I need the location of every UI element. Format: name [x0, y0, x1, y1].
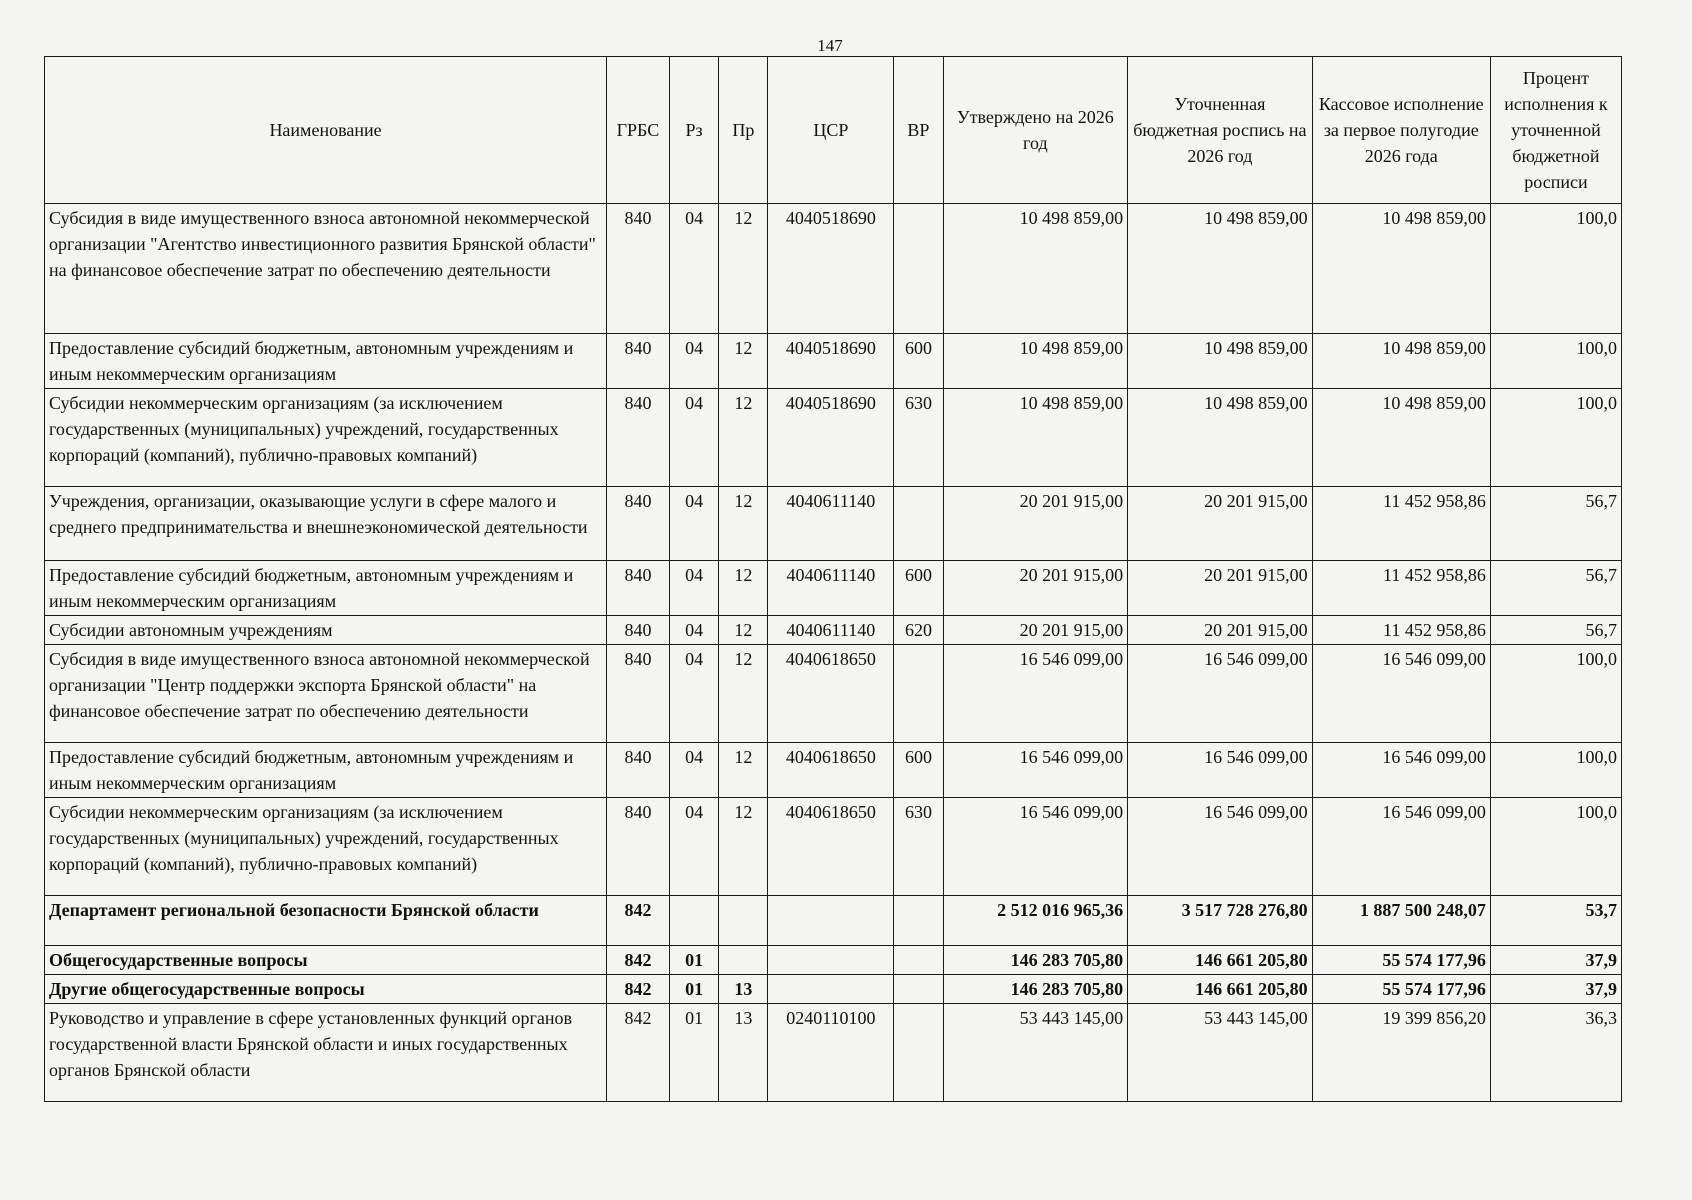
header-rz: Рз	[669, 57, 718, 204]
row-percent: 100,0	[1490, 743, 1621, 798]
row-cash: 10 498 859,00	[1312, 334, 1490, 389]
row-vr	[894, 204, 943, 334]
row-rz: 04	[669, 561, 718, 616]
row-pr	[719, 946, 768, 975]
table-row	[45, 946, 1622, 975]
header-name: Наименование	[45, 57, 607, 204]
row-csr: 4040611140	[768, 616, 894, 645]
row-grbs: 842	[607, 1004, 670, 1102]
row-vr: 600	[894, 743, 943, 798]
table-row	[45, 798, 1622, 896]
row-pr: 12	[719, 389, 768, 487]
row-grbs: 840	[607, 798, 670, 896]
row-vr	[894, 645, 943, 743]
row-approved: 146 283 705,80	[943, 975, 1128, 1004]
row-csr: 4040618650	[768, 645, 894, 743]
header-percent: Процент исполнения к уточненной бюджетной росписи	[1490, 57, 1621, 204]
row-csr	[768, 946, 894, 975]
row-csr: 4040518690	[768, 389, 894, 487]
row-refined: 16 546 099,00	[1128, 645, 1313, 743]
row-csr: 4040611140	[768, 487, 894, 561]
row-pr: 12	[719, 334, 768, 389]
row-csr: 4040618650	[768, 743, 894, 798]
row-grbs: 840	[607, 743, 670, 798]
row-csr: 0240110100	[768, 1004, 894, 1102]
row-grbs: 840	[607, 487, 670, 561]
row-cash: 10 498 859,00	[1312, 204, 1490, 334]
row-approved: 16 546 099,00	[943, 645, 1128, 743]
row-vr: 630	[894, 798, 943, 896]
budget-table	[44, 56, 1622, 1102]
row-refined: 10 498 859,00	[1128, 204, 1313, 334]
header-refined: Уточненная бюджетная роспись на 2026 год	[1128, 57, 1313, 204]
row-vr	[894, 975, 943, 1004]
row-percent: 53,7	[1490, 896, 1621, 946]
header-pr: Пр	[719, 57, 768, 204]
row-percent: 56,7	[1490, 616, 1621, 645]
row-rz: 04	[669, 616, 718, 645]
row-cash: 19 399 856,20	[1312, 1004, 1490, 1102]
row-csr: 4040518690	[768, 204, 894, 334]
row-grbs: 840	[607, 561, 670, 616]
row-pr: 12	[719, 487, 768, 561]
row-rz: 04	[669, 204, 718, 334]
table-row	[45, 743, 1622, 798]
table-row	[45, 896, 1622, 946]
row-grbs: 842	[607, 896, 670, 946]
row-pr: 13	[719, 975, 768, 1004]
row-cash: 1 887 500 248,07	[1312, 896, 1490, 946]
row-name: Субсидии автономным учреждениям	[45, 616, 607, 645]
row-name: Субсидии некоммерческим организациям (за исключением государственных (муниципальных) учреждений, государственных корпораций (компаний), публично-правовых компаний)	[45, 389, 607, 487]
row-approved: 10 498 859,00	[943, 334, 1128, 389]
row-rz: 04	[669, 798, 718, 896]
row-approved: 10 498 859,00	[943, 389, 1128, 487]
row-name: Департамент региональной безопасности Брянской области	[45, 896, 607, 946]
row-rz: 04	[669, 389, 718, 487]
row-percent: 56,7	[1490, 561, 1621, 616]
row-grbs: 840	[607, 645, 670, 743]
row-csr: 4040518690	[768, 334, 894, 389]
row-grbs: 840	[607, 204, 670, 334]
row-csr: 4040618650	[768, 798, 894, 896]
row-percent: 100,0	[1490, 798, 1621, 896]
row-percent: 100,0	[1490, 389, 1621, 487]
row-name: Субсидии некоммерческим организациям (за исключением государственных (муниципальных) учреждений, государственных корпораций (компаний), публично-правовых компаний)	[45, 798, 607, 896]
row-refined: 10 498 859,00	[1128, 389, 1313, 487]
table-row	[45, 975, 1622, 1004]
row-cash: 55 574 177,96	[1312, 975, 1490, 1004]
row-vr	[894, 896, 943, 946]
row-refined: 53 443 145,00	[1128, 1004, 1313, 1102]
row-percent: 100,0	[1490, 204, 1621, 334]
row-percent: 37,9	[1490, 946, 1621, 975]
header-csr: ЦСР	[768, 57, 894, 204]
row-vr: 600	[894, 561, 943, 616]
row-approved: 16 546 099,00	[943, 743, 1128, 798]
header-row	[45, 57, 1622, 204]
row-vr	[894, 1004, 943, 1102]
row-percent: 36,3	[1490, 1004, 1621, 1102]
row-name: Предоставление субсидий бюджетным, автономным учреждениям и иным некоммерческим организациям	[45, 743, 607, 798]
row-grbs: 840	[607, 389, 670, 487]
row-name: Субсидия в виде имущественного взноса автономной некоммерческой организации "Агентство инвестиционного развития Брянской области" на финансовое обеспечение затрат по обеспечению деятельности	[45, 204, 607, 334]
row-rz: 04	[669, 334, 718, 389]
row-rz	[669, 896, 718, 946]
row-cash: 11 452 958,86	[1312, 561, 1490, 616]
row-cash: 10 498 859,00	[1312, 389, 1490, 487]
row-grbs: 840	[607, 334, 670, 389]
header-vr: ВР	[894, 57, 943, 204]
row-cash: 16 546 099,00	[1312, 743, 1490, 798]
row-refined: 16 546 099,00	[1128, 743, 1313, 798]
table-row	[45, 389, 1622, 487]
row-refined: 20 201 915,00	[1128, 561, 1313, 616]
row-approved: 10 498 859,00	[943, 204, 1128, 334]
row-name: Субсидия в виде имущественного взноса автономной некоммерческой организации "Центр поддержки экспорта Брянской области" на финансовое обеспечение затрат по обеспечению деятельности	[45, 645, 607, 743]
row-rz: 01	[669, 946, 718, 975]
row-vr: 620	[894, 616, 943, 645]
row-refined: 20 201 915,00	[1128, 487, 1313, 561]
table-row	[45, 561, 1622, 616]
row-grbs: 842	[607, 975, 670, 1004]
row-pr: 12	[719, 743, 768, 798]
row-name: Общегосударственные вопросы	[45, 946, 607, 975]
row-pr: 13	[719, 1004, 768, 1102]
row-percent: 100,0	[1490, 645, 1621, 743]
row-pr: 12	[719, 616, 768, 645]
row-vr	[894, 946, 943, 975]
row-refined: 146 661 205,80	[1128, 975, 1313, 1004]
row-pr: 12	[719, 561, 768, 616]
row-approved: 20 201 915,00	[943, 561, 1128, 616]
row-rz: 01	[669, 1004, 718, 1102]
page-number: 147	[817, 36, 843, 55]
row-name: Предоставление субсидий бюджетным, автономным учреждениям и иным некоммерческим организациям	[45, 334, 607, 389]
row-grbs: 842	[607, 946, 670, 975]
row-pr: 12	[719, 204, 768, 334]
row-percent: 37,9	[1490, 975, 1621, 1004]
row-approved: 20 201 915,00	[943, 616, 1128, 645]
table-row	[45, 645, 1622, 743]
row-rz: 01	[669, 975, 718, 1004]
row-vr: 600	[894, 334, 943, 389]
row-csr: 4040611140	[768, 561, 894, 616]
header-cash: Кассовое исполнение за первое полугодие 2026 года	[1312, 57, 1490, 204]
table-row	[45, 487, 1622, 561]
row-approved: 146 283 705,80	[943, 946, 1128, 975]
row-name: Другие общегосударственные вопросы	[45, 975, 607, 1004]
table-row	[45, 334, 1622, 389]
row-rz: 04	[669, 487, 718, 561]
row-csr	[768, 975, 894, 1004]
row-refined: 10 498 859,00	[1128, 334, 1313, 389]
row-approved: 20 201 915,00	[943, 487, 1128, 561]
row-approved: 53 443 145,00	[943, 1004, 1128, 1102]
row-rz: 04	[669, 743, 718, 798]
row-refined: 146 661 205,80	[1128, 946, 1313, 975]
row-pr: 12	[719, 645, 768, 743]
row-name: Руководство и управление в сфере установленных функций органов государственной власти Брянской области и иных государственных органов Брянской области	[45, 1004, 607, 1102]
row-cash: 11 452 958,86	[1312, 616, 1490, 645]
row-csr	[768, 896, 894, 946]
header-grbs: ГРБС	[607, 57, 670, 204]
row-grbs: 840	[607, 616, 670, 645]
row-pr: 12	[719, 798, 768, 896]
row-approved: 2 512 016 965,36	[943, 896, 1128, 946]
row-refined: 20 201 915,00	[1128, 616, 1313, 645]
row-cash: 55 574 177,96	[1312, 946, 1490, 975]
row-refined: 16 546 099,00	[1128, 798, 1313, 896]
row-percent: 56,7	[1490, 487, 1621, 561]
table-row	[45, 1004, 1622, 1102]
table-row	[45, 616, 1622, 645]
row-vr	[894, 487, 943, 561]
row-vr: 630	[894, 389, 943, 487]
row-percent: 100,0	[1490, 334, 1621, 389]
row-refined: 3 517 728 276,80	[1128, 896, 1313, 946]
row-approved: 16 546 099,00	[943, 798, 1128, 896]
row-rz: 04	[669, 645, 718, 743]
table-row	[45, 204, 1622, 334]
row-name: Предоставление субсидий бюджетным, автономным учреждениям и иным некоммерческим организациям	[45, 561, 607, 616]
row-cash: 11 452 958,86	[1312, 487, 1490, 561]
header-approved: Утверждено на 2026 год	[943, 57, 1128, 204]
row-cash: 16 546 099,00	[1312, 798, 1490, 896]
row-cash: 16 546 099,00	[1312, 645, 1490, 743]
table-body	[45, 204, 1622, 1102]
row-name: Учреждения, организации, оказывающие услуги в сфере малого и среднего предпринимательства и внешнеэкономической деятельности	[45, 487, 607, 561]
row-pr	[719, 896, 768, 946]
